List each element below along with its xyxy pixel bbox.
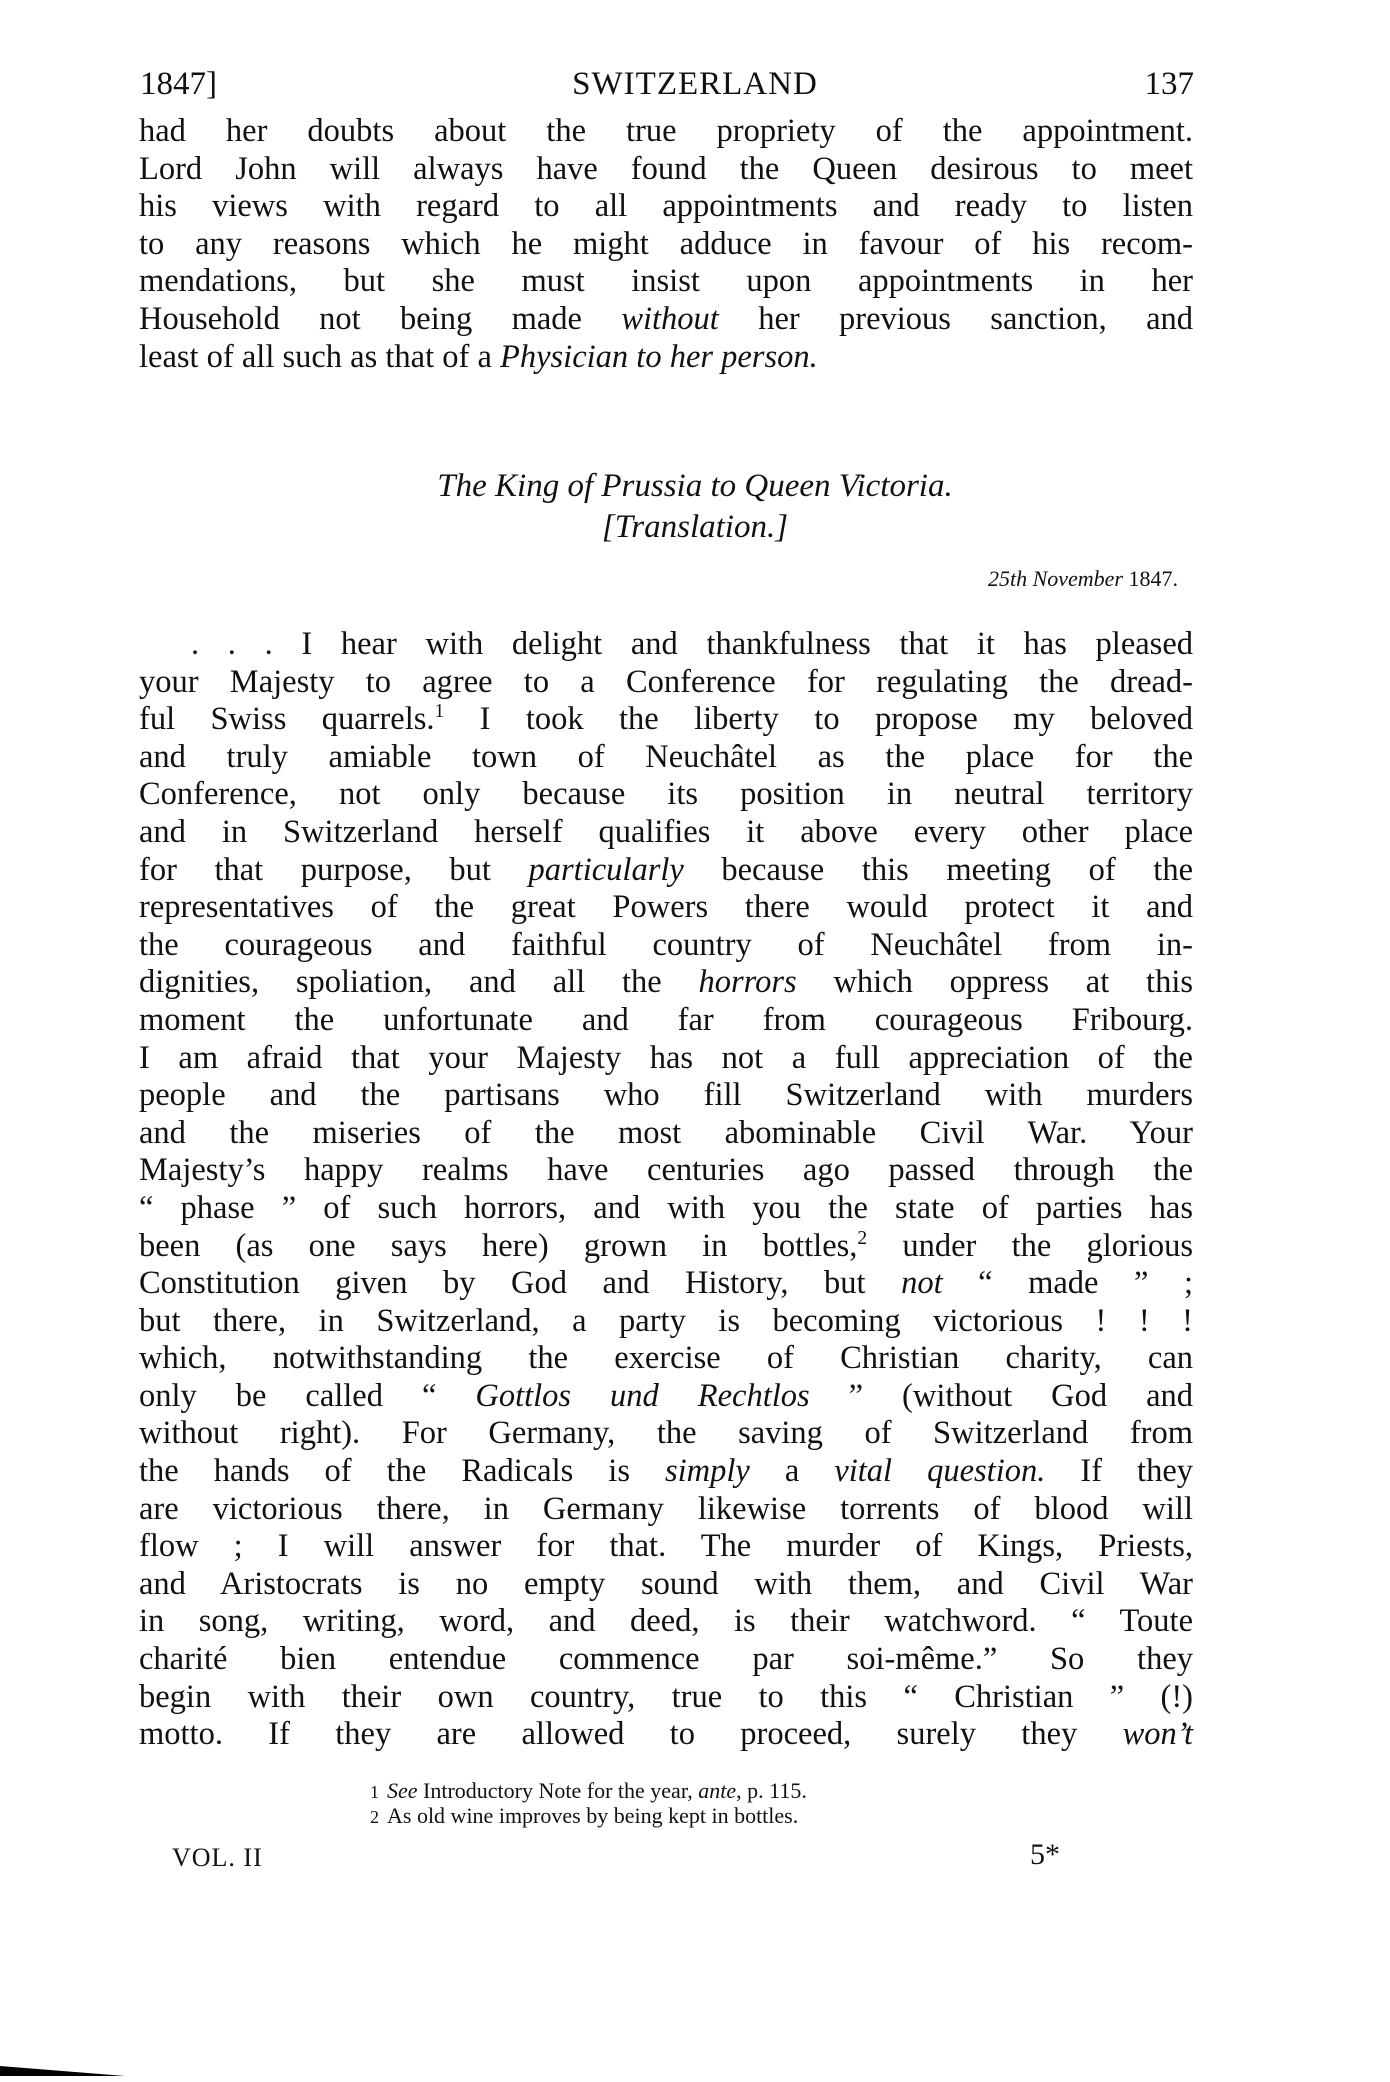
text-line bbox=[139, 1228, 1193, 1266]
text-line bbox=[139, 1340, 1193, 1378]
text-line bbox=[139, 1415, 1193, 1453]
text-segment: and in Switzerland herself qualifies it above every other place bbox=[139, 813, 1193, 850]
footnote-ref: 2 bbox=[857, 1227, 868, 1249]
text-line bbox=[139, 188, 1193, 226]
text-segment: Conference, not only because its position in neutral territory bbox=[139, 776, 1193, 813]
text-segment: not bbox=[901, 1265, 943, 1302]
text-segment: a bbox=[749, 1453, 835, 1490]
text-segment: won’t bbox=[1122, 1716, 1193, 1753]
text-segment: are victorious there, in Germany likewise torrents of blood will bbox=[139, 1490, 1193, 1527]
footnotes bbox=[370, 1778, 807, 1828]
text-line bbox=[139, 263, 1193, 301]
text-segment: the courageous and faithful country of Neuchâtel from in- bbox=[139, 926, 1193, 963]
text-segment: only be called “ bbox=[139, 1377, 476, 1414]
text-segment: which, notwithstanding the exercise of Christian charity, can bbox=[139, 1340, 1193, 1377]
date-year: 1847. bbox=[1123, 566, 1178, 591]
text-segment: in song, writing, word, and deed, is their watchword. “ Toute bbox=[139, 1603, 1193, 1640]
text-line bbox=[139, 1190, 1193, 1228]
letter-body bbox=[139, 626, 1193, 1754]
text-segment: Household not being made bbox=[139, 300, 622, 337]
text-segment: motto. If they are allowed to proceed, surely they bbox=[139, 1716, 1123, 1753]
text-segment: been (as one says here) grown in bottles, bbox=[139, 1227, 858, 1264]
footnote bbox=[370, 1803, 807, 1828]
text-line bbox=[139, 1491, 1193, 1529]
text-segment: dignities, spoliation, and all the bbox=[139, 964, 699, 1001]
text-segment: but there, in Switzerland, a party is becoming victorious ! ! ! bbox=[139, 1302, 1193, 1339]
text-line bbox=[139, 1679, 1193, 1717]
text-line bbox=[139, 226, 1193, 264]
footnote-number: 2 bbox=[370, 1807, 379, 1827]
text-line bbox=[139, 151, 1193, 189]
text-segment: Physician to her person. bbox=[500, 338, 818, 375]
text-segment: “ made ” ; bbox=[942, 1265, 1193, 1302]
text-line bbox=[139, 301, 1193, 339]
text-line bbox=[139, 626, 1193, 664]
scan-edge-mark bbox=[0, 2058, 125, 2076]
text-line bbox=[139, 964, 1193, 1002]
date-day: 25th November bbox=[987, 566, 1123, 591]
text-line bbox=[139, 776, 1193, 814]
volume-label: VOL. II bbox=[172, 1843, 263, 1872]
footnote-text: Introductory Note for the year, bbox=[417, 1778, 699, 1803]
text-segment: representatives of the great Powers there would protect it and bbox=[139, 889, 1193, 926]
text-segment: least of all such as that of a bbox=[139, 338, 500, 375]
text-segment: and truly amiable town of Neuchâtel as the place for the bbox=[139, 738, 1193, 775]
text-segment: to any reasons which he might adduce in favour of his recom- bbox=[139, 225, 1193, 262]
text-segment: without right). For Germany, the saving of Switzerland from bbox=[139, 1415, 1193, 1452]
text-segment: under the glorious bbox=[867, 1227, 1194, 1264]
text-line bbox=[139, 1641, 1193, 1679]
text-line bbox=[139, 113, 1193, 151]
text-line bbox=[139, 1378, 1193, 1416]
letter-date bbox=[988, 565, 1178, 593]
text-segment: mendations, but she must insist upon appointments in her bbox=[139, 263, 1193, 300]
text-line bbox=[139, 852, 1193, 890]
text-segment: ful Swiss quarrels. bbox=[139, 701, 435, 738]
text-line bbox=[139, 1002, 1193, 1040]
footnote-ref: 1 bbox=[434, 701, 445, 723]
text-line bbox=[139, 1265, 1193, 1303]
footnote bbox=[370, 1778, 807, 1803]
text-segment: “ phase ” of such horrors, and with you the state of parties has bbox=[139, 1189, 1193, 1226]
signature-mark: 5* bbox=[1030, 1838, 1060, 1871]
text-segment: ” (without God and bbox=[809, 1377, 1194, 1414]
text-line bbox=[139, 1603, 1193, 1641]
text-segment: flow ; I will answer for that. The murder of Kings, Priests, bbox=[139, 1528, 1193, 1565]
footnote-text: As old wine improves by being kept in bottles. bbox=[387, 1803, 799, 1828]
text-line bbox=[139, 1303, 1193, 1341]
text-line bbox=[139, 1566, 1193, 1604]
text-line bbox=[139, 739, 1193, 777]
text-segment: Majesty’s happy realms have centuries ago passed through the bbox=[139, 1152, 1193, 1189]
footnote-number: 1 bbox=[370, 1782, 379, 1802]
text-segment: his views with regard to all appointments and ready to listen bbox=[139, 188, 1193, 225]
footnote-text: ante bbox=[698, 1778, 737, 1803]
text-line bbox=[139, 1115, 1193, 1153]
text-segment: begin with their own country, true to this “ Christian ” (!) bbox=[139, 1678, 1193, 1715]
translation-note: [Translation.] bbox=[601, 509, 789, 545]
text-segment: simply bbox=[664, 1453, 750, 1490]
text-segment: I took the liberty to propose my beloved bbox=[444, 701, 1193, 738]
text-segment: Gottlos und Rechtlos bbox=[475, 1377, 810, 1414]
text-segment: particularly bbox=[528, 851, 684, 888]
text-line bbox=[139, 664, 1193, 702]
text-line bbox=[139, 1716, 1193, 1754]
text-line bbox=[139, 339, 1193, 377]
text-segment: which oppress at this bbox=[796, 964, 1193, 1001]
text-line bbox=[139, 1528, 1193, 1566]
text-segment: because this meeting of the bbox=[683, 851, 1193, 888]
text-segment: I am afraid that your Majesty has not a full appreciation of the bbox=[139, 1039, 1193, 1076]
text-segment: . . . I hear with delight and thankfulness that it has pleased bbox=[191, 626, 1193, 662]
letter-heading: The King of Prussia to Queen Victoria. bbox=[437, 468, 953, 504]
text-segment: the hands of the Radicals is bbox=[139, 1453, 665, 1490]
text-segment: and the miseries of the most abominable Civil War. Your bbox=[139, 1114, 1193, 1151]
text-segment: her previous sanction, and bbox=[718, 300, 1193, 337]
text-line bbox=[139, 1453, 1193, 1491]
text-line bbox=[139, 1077, 1193, 1115]
text-segment: people and the partisans who fill Switzerland with murders bbox=[139, 1077, 1193, 1114]
text-line bbox=[139, 701, 1193, 739]
text-segment: and Aristocrats is no empty sound with them, and Civil War bbox=[139, 1565, 1193, 1602]
page-number: 137 bbox=[1144, 66, 1194, 102]
text-segment: moment the unfortunate and far from courageous Fribourg. bbox=[139, 1001, 1193, 1038]
paragraph-continued bbox=[139, 113, 1193, 376]
text-segment: your Majesty to agree to a Conference for regulating the dread- bbox=[139, 663, 1193, 700]
text-segment: Constitution given by God and History, but bbox=[139, 1265, 902, 1302]
text-segment: for that purpose, but bbox=[139, 851, 529, 888]
text-segment: charité bien entendue commence par soi-même.” So they bbox=[139, 1641, 1193, 1678]
text-segment: vital question. bbox=[834, 1453, 1046, 1490]
text-line bbox=[139, 1040, 1193, 1078]
text-segment: horrors bbox=[698, 964, 797, 1001]
running-head-year: 1847] bbox=[140, 66, 217, 102]
text-segment: without bbox=[621, 300, 719, 337]
text-segment: Lord John will always have found the Queen desirous to meet bbox=[139, 150, 1193, 187]
footnote-text: See bbox=[387, 1778, 418, 1803]
footnote-text: , p. 115. bbox=[736, 1778, 807, 1803]
text-line bbox=[139, 1152, 1193, 1190]
text-line bbox=[139, 814, 1193, 852]
text-segment: If they bbox=[1045, 1453, 1193, 1490]
text-segment: had her doubts about the true propriety of the appointment. bbox=[139, 113, 1193, 149]
running-head-title: SWITZERLAND bbox=[572, 66, 818, 102]
text-line bbox=[139, 927, 1193, 965]
text-line bbox=[139, 889, 1193, 927]
